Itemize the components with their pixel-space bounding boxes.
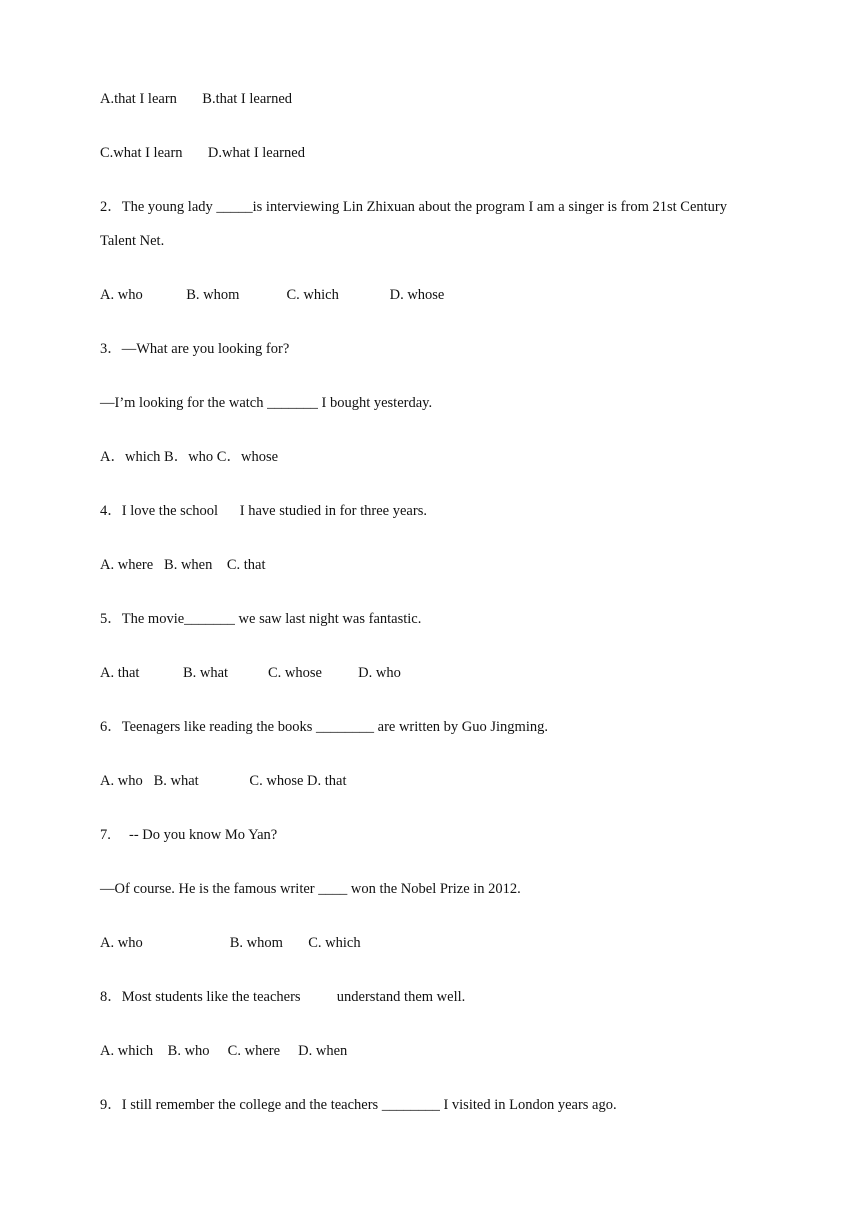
q7-options: A. who B. whom C. which <box>100 935 361 951</box>
q3-options: A．which B．who C．whose <box>100 449 279 465</box>
q2-options: A. who B. whom C. which D. whose <box>100 287 445 303</box>
q5-options: A. that B. what C. whose D. who <box>100 665 401 681</box>
q6-options: A. who B. what C. whose D. that <box>100 773 347 789</box>
q8-options: A. which B. who C. where D. when <box>100 1043 348 1059</box>
q3-response: —I’m looking for the watch _______ I bought yesterday. <box>100 395 433 411</box>
q8-question: 8．Most students like the teachers understand them well. <box>100 989 466 1005</box>
q1-options-cd: C.what I learn D.what I learned <box>100 145 305 161</box>
q6-question: 6．Teenagers like reading the books ________ are written by Guo Jingming. <box>100 719 548 735</box>
q7-question: 7. -- Do you know Mo Yan? <box>100 827 278 843</box>
q4-options: A. where B. when C. that <box>100 557 266 573</box>
q1-options-ab: A.that I learn B.that I learned <box>100 91 293 107</box>
q2-question: 2．The young lady _____is interviewing Lin Zhixuan about the program I am a singer is from 21st Century Talent Net. <box>100 199 728 249</box>
q5-question: 5．The movie_______ we saw last night was fantastic. <box>100 611 422 627</box>
q4-question: 4．I love the school I have studied in for three years. <box>100 503 427 519</box>
q7-response: —Of course. He is the famous writer ____ won the Nobel Prize in 2012. <box>100 881 521 897</box>
q9-question: 9．I still remember the college and the teachers ________ I visited in London years ago. <box>100 1097 617 1113</box>
q3-question: 3．—What are you looking for? <box>100 341 290 357</box>
